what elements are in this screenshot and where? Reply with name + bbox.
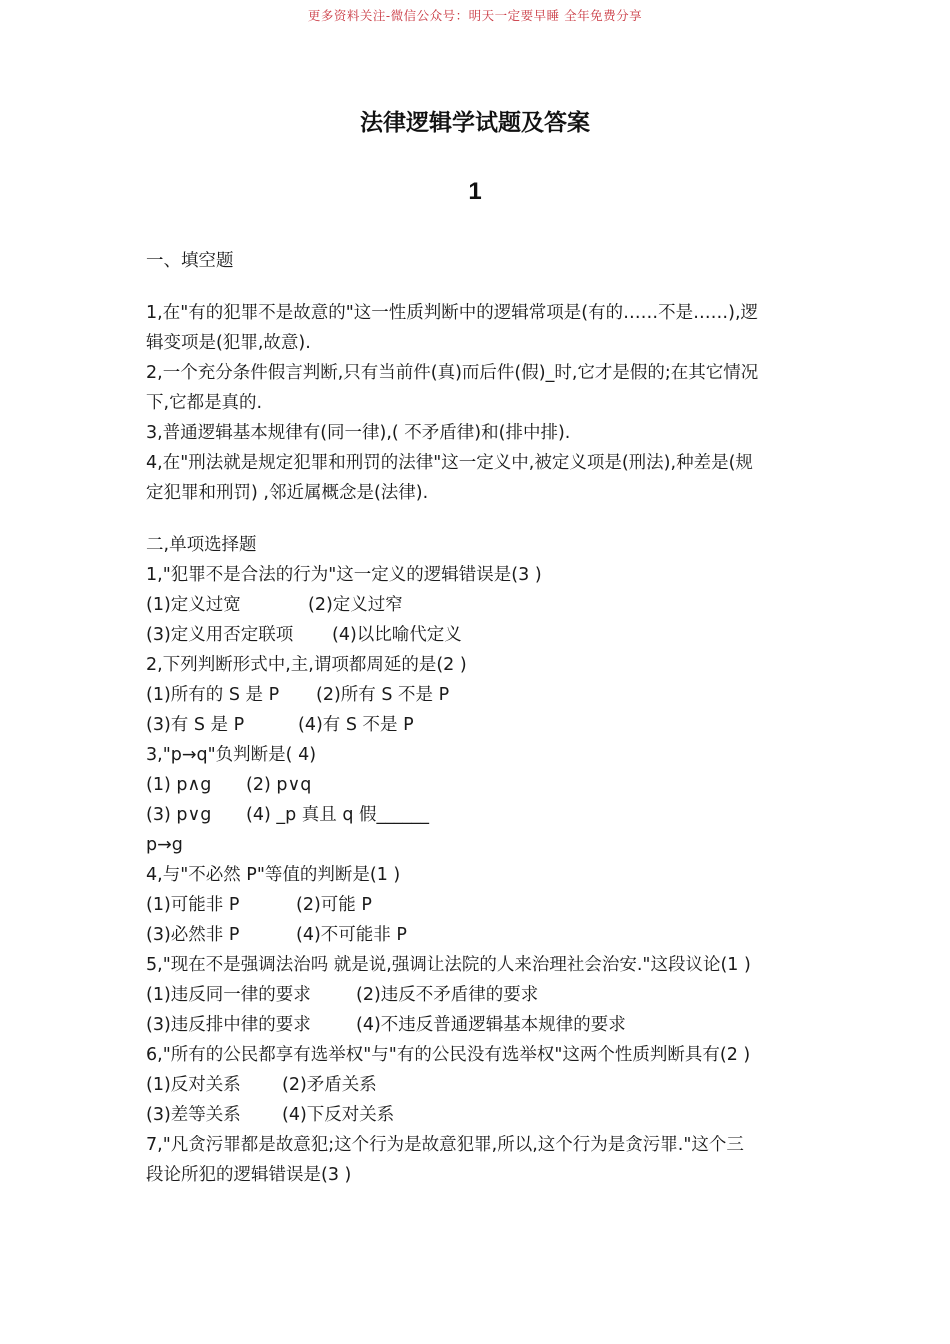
choice-q5-row1 [146,980,816,1010]
choice-q3-row1 [146,770,816,800]
choice-q7-cont: 段论所犯的逻辑错误是(3 ) [146,1165,352,1185]
option: (2)违反不矛盾律的要求 [356,985,539,1005]
option: (3) p∨g [146,805,212,825]
fill-q2-line2: 下,它都是真的. [146,393,263,413]
fill-q4-line2: 定犯罪和刑罚) ,邻近属概念是(法律). [146,483,429,503]
option: (1)可能非 P [146,895,240,915]
option: (2)定义过窄 [308,595,403,615]
option: (2)可能 P [296,895,372,915]
option: (2)矛盾关系 [282,1075,377,1095]
option: (2)所有 S 不是 P [316,685,450,705]
section-number: 1 [468,178,482,205]
choice-q4-row1 [146,890,816,920]
choice-q1-row2 [146,620,816,650]
choice-q2-row1 [146,680,816,710]
choice-q1-row1 [146,590,816,620]
option: (4)不违反普通逻辑基本规律的要求 [356,1015,626,1035]
option: (1)反对关系 [146,1075,241,1095]
fill-q3-line1: 3,普通逻辑基本规律有(同一律),( 不矛盾律)和(排中排). [146,423,571,443]
section1-heading: 一、填空题 [146,251,234,271]
choice-q4-row2 [146,920,816,950]
fill-q1-line1: 1,在"有的犯罪不是故意的"这一性质判断中的逻辑常项是(有的……不是……),逻 [146,303,759,323]
choice-q3: 3,"p→q"负判断是( 4) [146,745,317,765]
option: (3)定义用否定联项 [146,625,294,645]
choice-q6: 6,"所有的公民都享有选举权"与"有的公民没有选举权"这两个性质判断具有(2 ) [146,1045,751,1065]
option: (2) p∨q [246,775,312,795]
fill-q1-line2: 辑变项是(犯罪,故意). [146,333,311,353]
option: (3)违反排中律的要求 [146,1015,311,1035]
option: (3)有 S 是 P [146,715,245,735]
choice-q3-extra: p→g [146,835,183,855]
option: (4)下反对关系 [282,1105,395,1125]
option: (1)定义过宽 [146,595,241,615]
option: (3)差等关系 [146,1105,241,1125]
choice-q3-row2 [146,800,816,830]
section2-heading: 二,单项选择题 [146,535,257,555]
option: (4)以比喻代定义 [332,625,462,645]
option: (4)有 S 不是 P [298,715,414,735]
header-banner: 更多资料关注-微信公众号：明天一定要早睡 全年免费分享 [307,8,643,23]
document-body [146,246,816,1190]
option: (1) p∧g [146,775,212,795]
choice-q2: 2,下列判断形式中,主,谓项都周延的是(2 ) [146,655,467,675]
choice-q1: 1,"犯罪不是合法的行为"这一定义的逻辑错误是(3 ) [146,565,542,585]
choice-q5-row2 [146,1010,816,1040]
choice-q2-row2 [146,710,816,740]
choice-q4: 4,与"不必然 P"等值的判断是(1 ) [146,865,401,885]
choice-q5: 5,"现在不是强调法治吗 就是说,强调让法院的人来治理社会治安."这段议论(1 ) [146,955,751,975]
option: (1)所有的 S 是 P [146,685,280,705]
choice-q7: 7,"凡贪污罪都是故意犯;这个行为是故意犯罪,所以,这个行为是贪污罪."这个三 [146,1135,744,1155]
fill-q4-line1: 4,在"刑法就是规定犯罪和刑罚的法律"这一定义中,被定义项是(刑法),种差是(规 [146,453,753,473]
choice-q6-row1 [146,1070,816,1100]
option: (3)必然非 P [146,925,240,945]
document-title: 法律逻辑学试题及答案 [360,110,590,136]
choice-q6-row2 [146,1100,816,1130]
fill-q2-line1: 2,一个充分条件假言判断,只有当前件(真)而后件(假)_时,它才是假的;在其它情况 [146,363,759,383]
option: (4)不可能非 P [296,925,407,945]
option: (4) _p 真且 q 假______ [246,805,430,825]
option: (1)违反同一律的要求 [146,985,311,1005]
